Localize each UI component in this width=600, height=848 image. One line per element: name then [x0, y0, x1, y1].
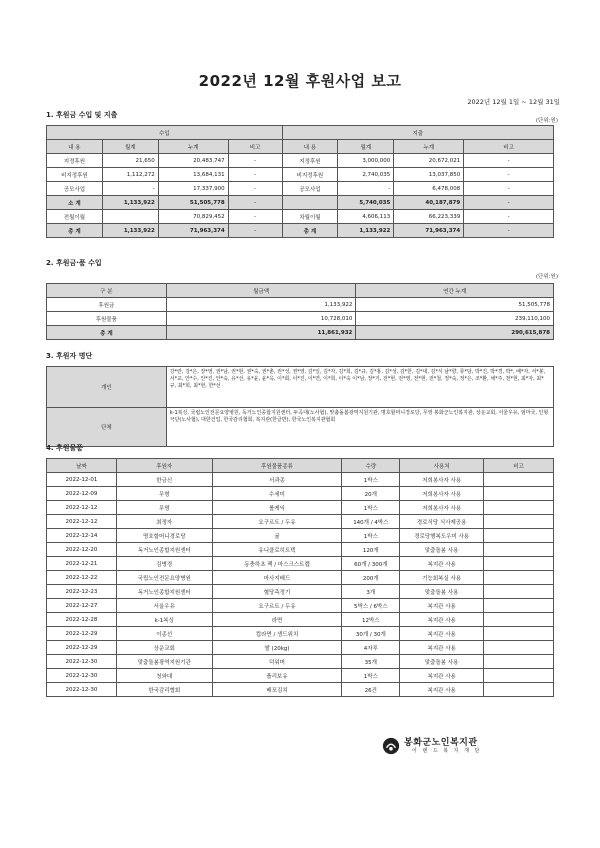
cell: 명호할머니경로당	[116, 529, 212, 543]
cell	[484, 669, 554, 683]
cell: 비지정후원	[282, 168, 338, 182]
section1-heading: 1. 후원금 수입 및 지출	[46, 111, 118, 119]
expense-header: 지출	[282, 126, 553, 140]
col-header: 월금액	[166, 284, 356, 298]
cell: -	[228, 224, 282, 238]
table-row	[47, 585, 554, 599]
cell: -	[464, 210, 554, 224]
cell: 1,133,922	[102, 196, 158, 210]
cell: 40,187,879	[394, 196, 464, 210]
cell: -	[228, 182, 282, 196]
cell: 무명	[116, 501, 212, 515]
cell: 이종선	[116, 627, 212, 641]
section4-heading: 4. 후원물품	[46, 444, 84, 452]
income-header: 수입	[47, 126, 283, 140]
cell	[484, 627, 554, 641]
cell: 라면	[212, 613, 342, 627]
logo-name: 봉화군노인복지관	[404, 738, 478, 748]
cell: 1박스	[342, 669, 400, 683]
cell: 11,861,932	[166, 326, 356, 340]
page-title: 2022년 12월 후원사업 보고	[198, 72, 402, 90]
table-row	[47, 599, 554, 613]
cell: -	[464, 196, 554, 210]
cell	[484, 557, 554, 571]
cell: 1,112,272	[102, 168, 158, 182]
table-row	[47, 641, 554, 655]
cell: 2022-12-20	[47, 543, 117, 557]
cell: 귤	[212, 529, 342, 543]
cell: 13,684,131	[158, 168, 228, 182]
cell	[484, 487, 554, 501]
cell: 서과종	[212, 473, 342, 487]
cell: 복지관 사용	[400, 613, 484, 627]
table-row	[47, 655, 554, 669]
cell: 3개	[342, 585, 400, 599]
cell: 무형	[116, 487, 212, 501]
cell: 총 계	[47, 224, 103, 238]
cell: 20,483,747	[158, 154, 228, 168]
donor-list-table	[46, 366, 554, 447]
cell	[484, 585, 554, 599]
cell: 3,000,000	[338, 154, 394, 168]
cell: 한국감리협회	[116, 683, 212, 697]
cell: 1박스	[342, 529, 400, 543]
cell: 35개	[342, 655, 400, 669]
cell: 21,650	[102, 154, 158, 168]
logo-icon	[382, 737, 400, 755]
cell: 공모사업	[282, 182, 338, 196]
cell: 17,337,900	[158, 182, 228, 196]
col-header: 구 분	[47, 284, 167, 298]
cell: -	[464, 168, 554, 182]
cell	[484, 515, 554, 529]
cell: 2022-12-30	[47, 683, 117, 697]
cell: k-1복싱	[116, 613, 212, 627]
cell: 맞춤돌봄 사용	[400, 585, 484, 599]
total-row	[47, 326, 554, 340]
col-header: 후원물품종류	[212, 459, 342, 473]
col-header: 내 용	[282, 140, 338, 154]
cell: 2022-12-14	[47, 529, 117, 543]
cell: -	[338, 182, 394, 196]
donor-row-group	[47, 408, 554, 447]
cell	[282, 196, 338, 210]
cell: 총 계	[282, 224, 338, 238]
cell: 컵라면 / 생드위치	[212, 627, 342, 641]
col-header: 내 용	[47, 140, 103, 154]
col-header: 수량	[342, 459, 400, 473]
cell	[484, 683, 554, 697]
cell: 2022-12-27	[47, 599, 117, 613]
cell: 1박스	[342, 501, 400, 515]
cell: 71,963,374	[394, 224, 464, 238]
cell: 2022-12-01	[47, 473, 117, 487]
cell: 200개	[342, 571, 400, 585]
cell: 70,829,452	[158, 210, 228, 224]
cell: 저희봉사자 사용	[400, 473, 484, 487]
cell: 롤케익	[212, 501, 342, 515]
cell: 5,740,035	[338, 196, 394, 210]
cell: 독거노인종합지원센터	[116, 543, 212, 557]
cell: 복지관 사용	[400, 627, 484, 641]
donor-category: 단체	[47, 408, 167, 447]
cell: 2022-12-23	[47, 585, 117, 599]
table-row	[47, 571, 554, 585]
cell: 12박스	[342, 613, 400, 627]
cell: 후원금	[47, 298, 167, 312]
cell	[484, 571, 554, 585]
cell: 복지관 사용	[400, 599, 484, 613]
cell: 저희봉사자 사용	[400, 501, 484, 515]
cell: 13,037,850	[394, 168, 464, 182]
cell: 20,672,021	[394, 154, 464, 168]
section2-heading: 2. 후원금·품 수입	[46, 259, 102, 267]
section3-heading: 3. 후원자 명단	[46, 352, 93, 360]
cell: 2022-12-29	[47, 641, 117, 655]
cell: 2022-12-12	[47, 515, 117, 529]
cell: 총 계	[47, 326, 167, 340]
cell: 239,110,100	[356, 312, 554, 326]
cell: 맞춤돌봄 사용	[400, 655, 484, 669]
cell: 2022-12-12	[47, 501, 117, 515]
cell: 수세미	[212, 487, 342, 501]
cell: 덕워머	[212, 655, 342, 669]
col-header: 비고	[484, 459, 554, 473]
cell: 기능회복실 사용	[400, 571, 484, 585]
cell: 전월이월	[47, 210, 103, 224]
table-row	[47, 543, 554, 557]
cell: 2022-12-22	[47, 571, 117, 585]
cell: 요구르트 / 두유	[212, 515, 342, 529]
cell: 복지관 사용	[400, 641, 484, 655]
table-row	[47, 154, 554, 168]
col-header: 월계	[102, 140, 158, 154]
cell: 지정후원	[282, 154, 338, 168]
cell	[484, 641, 554, 655]
cell: -	[228, 168, 282, 182]
cell: 66,223,339	[394, 210, 464, 224]
table-row	[47, 168, 554, 182]
total-row	[47, 224, 554, 238]
cell: 51,505,778	[158, 196, 228, 210]
cell: 혈당측정기	[212, 585, 342, 599]
cell: -	[228, 196, 282, 210]
cell	[484, 613, 554, 627]
cell: 2022-12-30	[47, 669, 117, 683]
table-row	[47, 683, 554, 697]
cell: 26건	[342, 683, 400, 697]
col-header: 비고	[464, 140, 554, 154]
cell: 공모사업	[47, 182, 103, 196]
cell: 2022-12-28	[47, 613, 117, 627]
cell: 서울우유	[116, 599, 212, 613]
cell	[484, 473, 554, 487]
cell: 140개 / 4박스	[342, 515, 400, 529]
col-header: 연간 누계	[356, 284, 554, 298]
cell: 20개	[342, 487, 400, 501]
col-header: 날짜	[47, 459, 117, 473]
cell: 후원물품	[47, 312, 167, 326]
col-header: 사용처	[400, 459, 484, 473]
cell: 120개	[342, 543, 400, 557]
cell: 상운교회	[116, 641, 212, 655]
cell: -	[228, 154, 282, 168]
section1-unit: (단위:원)	[535, 118, 558, 124]
cell: -	[102, 182, 158, 196]
cell: 한금신	[116, 473, 212, 487]
section2-unit: (단위:원)	[535, 274, 558, 280]
cell: 60개 / 300개	[342, 557, 400, 571]
cell: 소 계	[47, 196, 103, 210]
cell: 국립노인전문요양병원	[116, 571, 212, 585]
cell: 복지관 사용	[400, 669, 484, 683]
cell: 최정자	[116, 515, 212, 529]
table-row	[47, 669, 554, 683]
cell: 김병경	[116, 557, 212, 571]
donor-category: 개인	[47, 367, 167, 408]
cell: -	[464, 154, 554, 168]
cell	[484, 501, 554, 515]
cell: 차월이월	[282, 210, 338, 224]
cell: 1,133,922	[166, 298, 356, 312]
cell	[484, 543, 554, 557]
col-header: 월계	[338, 140, 394, 154]
donated-goods-table	[46, 458, 554, 697]
cell: 복지관 사용	[400, 683, 484, 697]
cell: 2022-12-09	[47, 487, 117, 501]
cell	[102, 210, 158, 224]
cell: 6,478,008	[394, 182, 464, 196]
donor-names: k-1복싱, 국립노인전문요양병원, 독거노인종합지원센터, 두곡대(노사협), 맞춤돌봄광역지원기관, 명호할머니경로당, 무영 봉화군노인복지관, 상운교회, 서울우유, 엄마국, 인형극단(노사협), 대한건업, 한국감리협회, 복지관(한글반), 한국노인복지관협회	[166, 408, 553, 447]
cell: 2022-12-30	[47, 655, 117, 669]
cell: 290,615,878	[356, 326, 554, 340]
cell	[484, 529, 554, 543]
cell: -	[464, 182, 554, 196]
cell: 경로당행복도우미 사용	[400, 529, 484, 543]
cell: 복지관 사용	[400, 557, 484, 571]
cell: 4자루	[342, 641, 400, 655]
col-header: 후원자	[116, 459, 212, 473]
cell: 요구르트 / 두유	[212, 599, 342, 613]
cell: 30개 / 30개	[342, 627, 400, 641]
donor-names: 강*란, 강*은, 장*영, 권*남, 권*현, 권*숙, 권*춘, 권*성, 권*영, 김*일, 김*자, 김*희, 김*규, 김*홍, 김*성, 김*한, 김*대, 김*식 남*향, 류*담, 박*진, 박*경, 박*, 배*자, 서*봉, 서*교, 안*수, 안*진, 안*숙, 유*선, 유*윤, 윤*옥, 이*회, 이*진, 이*연, 이*희, 이*숙 이*남, 장*기, 전*현, 전*영, 전*현, 전*철, 정*숙, 정*은, 조*환, 채*주, 천*현, 최*자, 최*규, 최*희, 최*현, 한*선	[166, 367, 553, 408]
cell: 유니클로히트텍	[212, 543, 342, 557]
cell: 10,728,010	[166, 312, 356, 326]
cell: 1박스	[342, 473, 400, 487]
cell: -	[464, 224, 554, 238]
table-row	[47, 210, 554, 224]
table-row	[47, 501, 554, 515]
cell: 플리보유	[212, 669, 342, 683]
donation-income-table	[46, 283, 554, 340]
income-expense-table	[46, 125, 554, 238]
cell: 쌀 (20kg)	[212, 641, 342, 655]
donor-row-individual	[47, 367, 554, 408]
table-row	[47, 515, 554, 529]
cell: -	[228, 210, 282, 224]
organization-logo	[382, 735, 542, 765]
table-row	[47, 312, 554, 326]
table-row	[47, 473, 554, 487]
col-header: 누계	[394, 140, 464, 154]
table-row	[47, 487, 554, 501]
report-period: 2022년 12월 1일 ~ 12월 31일	[467, 98, 560, 106]
col-header: 누계	[158, 140, 228, 154]
cell: 독거노인종합지원센터	[116, 585, 212, 599]
cell: 경로식당 식사제공용	[400, 515, 484, 529]
cell: 비지정후원	[47, 168, 103, 182]
cell: 지정후원	[47, 154, 103, 168]
cell: 1,133,922	[102, 224, 158, 238]
cell: 맞춤돌봄 사용	[400, 543, 484, 557]
cell: 마사지배드	[212, 571, 342, 585]
table-row	[47, 298, 554, 312]
cell: 1,133,922	[338, 224, 394, 238]
cell	[484, 599, 554, 613]
cell: 배포김치	[212, 683, 342, 697]
cell: 동충하초 팩 / 마스크스트랩	[212, 557, 342, 571]
cell: 2,740,035	[338, 168, 394, 182]
cell: 2022-12-29	[47, 627, 117, 641]
col-header: 비고	[228, 140, 282, 154]
table-row	[47, 182, 554, 196]
cell: 51,505,778	[356, 298, 554, 312]
logo-subtitle: 이 랜 드 복 지 재 단	[412, 748, 482, 754]
cell: 맞춤돌봄광역지원기관	[116, 655, 212, 669]
cell: 5박스 / 6박스	[342, 599, 400, 613]
table-row	[47, 529, 554, 543]
cell: 2022-12-21	[47, 557, 117, 571]
cell: 4,606,113	[338, 210, 394, 224]
cell: 저희봉사자 사용	[400, 487, 484, 501]
subtotal-row	[47, 196, 554, 210]
table-row	[47, 613, 554, 627]
table-row	[47, 627, 554, 641]
cell: 71,963,374	[158, 224, 228, 238]
cell: 청와대	[116, 669, 212, 683]
cell	[484, 655, 554, 669]
table-row	[47, 557, 554, 571]
